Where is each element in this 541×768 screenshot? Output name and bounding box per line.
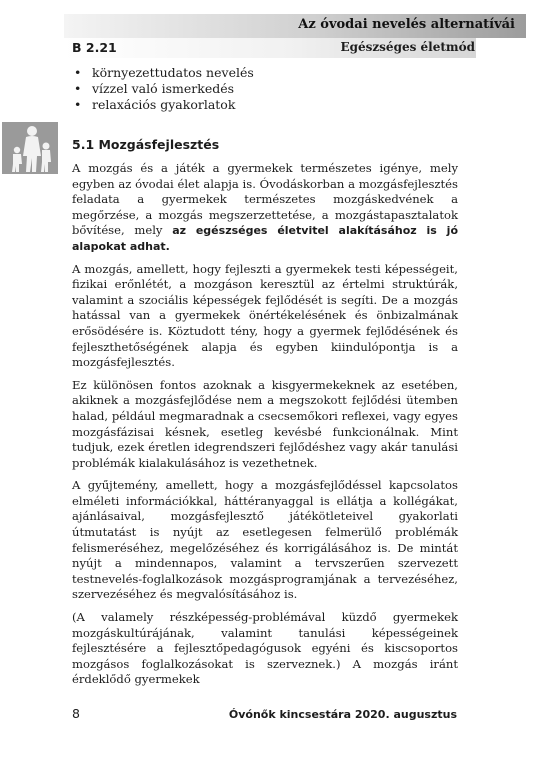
bullet-item: • vízzel való ismerkedés (74, 81, 254, 97)
paragraph: A mozgás, amellett, hogy fejleszti a gyermekek testi képességeit, fizikai erőnlétét, a mozgáson keresztül az értelmi struktúrák, valamint a szociális képességek fejlődését is segíti. De a mozgás hatással van a gyermekek önértékelésének és önbizalmának erősödésére is. Köztudott tény, hogy a gyermek fejlődésének és fejleszthetőségének alapja és egyben kiindulópontja is a mozgásfejlesztés. (72, 261, 458, 370)
paragraph: (A valamely részképesség-problémával küzdő gyermekek mozgáskultúrájának, valamint tanulási képességeinek fejlesztésére a fejlesztőpedagógusok egyéni és kiscsoportos mozgásos foglalkozásokat is szerveznek.) A mozgás iránt érdeklődő gyermekek (72, 610, 458, 687)
book-title: Az óvodai nevelés alternatívái (298, 17, 515, 32)
publication-footer: Óvónők kincsestára 2020. augusztus (228, 708, 457, 721)
paragraph: A gyűjtemény, amellett, hogy a mozgásfejlődéssel kapcsolatos elméleti információkkal, háttéranyaggal is ellátja a kollégákat, ajánlásaival, mozgásfejlesztő játékötleteivel gyakorlati útmutatást is nyújt az esetlegesen felmerülő problémák felismeréséhez, megelőzéséhez és korrigálásához is. De mintát nyújt a mindennapos, valamint a tervszerűen szervezett testnevelés-foglalkozások mozgásprogramjának a tervezéséhez, szervezéséhez és megvalósításához is. (72, 478, 458, 602)
paragraph (72, 161, 458, 255)
emphasized-text: az egészséges életvitel alakításához is jó alapokat adhat. (72, 224, 458, 253)
bullet-list (74, 65, 254, 113)
section-topic: Egészséges életmód (340, 40, 475, 54)
page-number: 8 (72, 706, 80, 721)
section-code: B 2.21 (72, 40, 117, 55)
bullet-item: • relaxációs gyakorlatok (74, 97, 254, 113)
body-text (72, 161, 458, 695)
paragraph: Ez különösen fontos azoknak a kisgyermekeknek az esetében, akiknek a mozgásfejlődése nem a megszokott fejlődési ütemben halad, például megmaradnak a csecsemőkori reflexei, vagy egyes mozgásfázisai késnek, esetleg kevésbé funkcionálnak. Mint tudjuk, ezek éretlen idegrendszeri fejlődéshez vagy akár tanulási problémák kialakulásához is vezethetnek. (72, 377, 458, 470)
section-heading: 5.1 Mozgásfejlesztés (72, 137, 220, 152)
paragraph-text: A mozgás és a játék a gyermekek természetes igénye, mely egyben az óvodai élet alapja is. Óvodáskorban a mozgásfejlesztés feladata a gyermekek természetes mozgáskedvének a megőrzése, a mozgás megszerzettetése, a mozgástapasztalatok bővítése, mely (72, 161, 458, 238)
mother-and-children-icon (2, 122, 58, 174)
bullet-item: • környezettudatos nevelés (74, 65, 254, 81)
